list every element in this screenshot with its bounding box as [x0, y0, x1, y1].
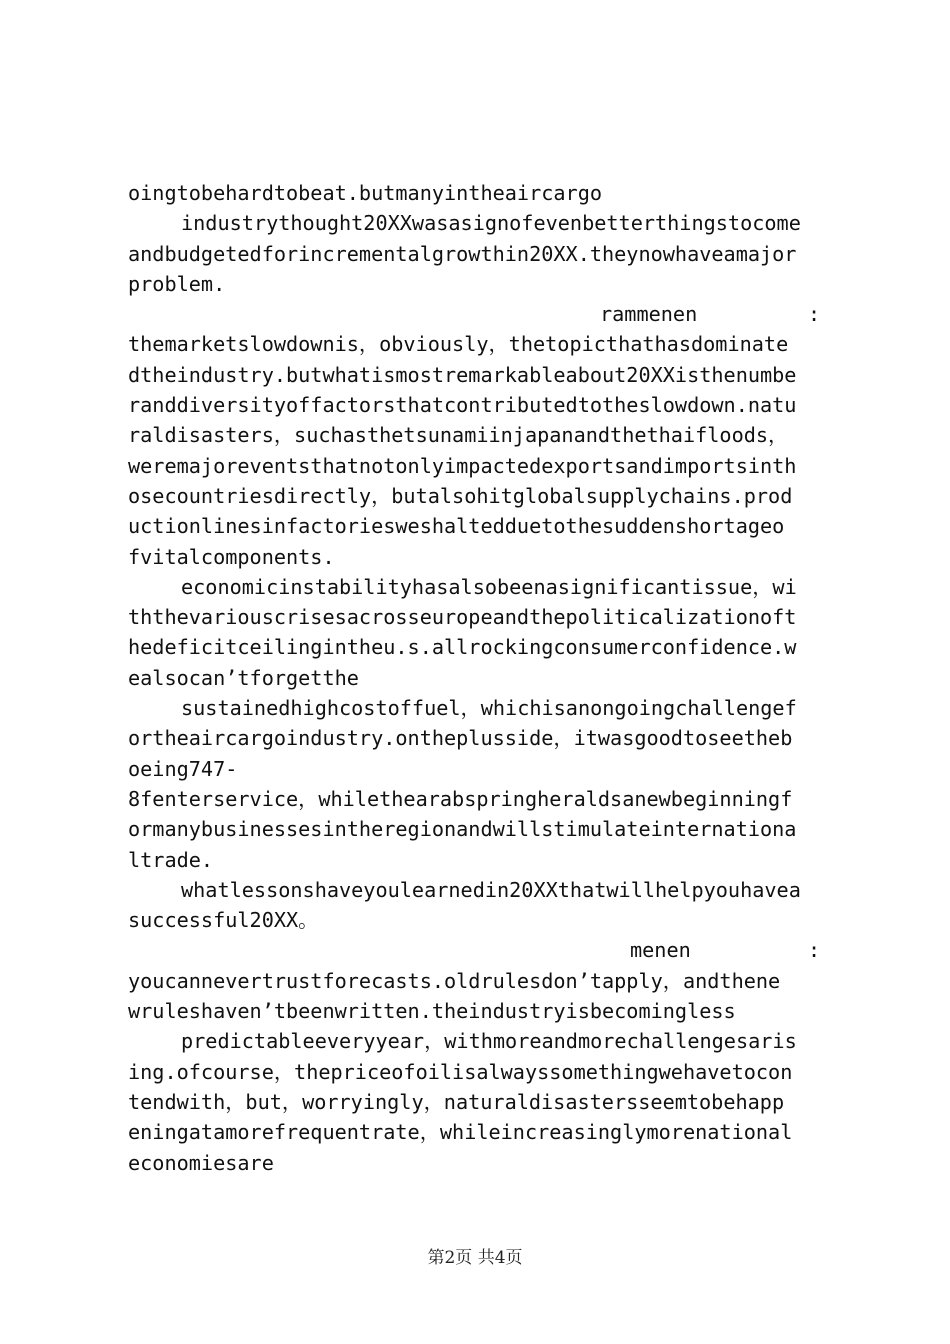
text-line: hedeficitceilingintheu.s.allrockingconsumerconfidence.w	[128, 635, 797, 660]
text-line: andbudgetedforincrementalgrowthin20XX.theynowhaveamajor	[128, 241, 797, 266]
text-line: oingtobehardtobeat.butmanyintheaircargo	[128, 181, 603, 205]
text-line: fvitalcomponents.	[128, 544, 335, 569]
text-line: youcannevertrustforecasts.oldrulesdon’tapply，andthene	[128, 968, 781, 993]
text-line: sustainedhighcostoffuel，whichisanongoingchallengef	[181, 696, 797, 721]
text-line: wruleshaven’tbeenwritten.theindustryisbecomingless	[128, 999, 736, 1024]
text-line: problem.	[128, 271, 226, 296]
text-line: whatlessonshaveyoulearnedin20XXthatwillhelpyouhavea	[181, 877, 801, 902]
text-line: ththevariouscrisesacrosseuropeandthepoliticalizationoft	[128, 605, 797, 630]
paragraph-group-1	[128, 178, 834, 299]
text-line: economicinstabilityhasalsobeenasignificantissue，wi	[181, 574, 797, 599]
text-line: eningatamorefrequentrate，whileincreasinglymorenational	[128, 1120, 793, 1145]
text-line: industrythought20XXwasasignofevenbetterthingstocome	[181, 211, 801, 236]
text-line: ormanybusinessesintheregionandwillstimulateinternationa	[128, 817, 797, 842]
speaker-line-1	[128, 299, 834, 329]
text-line: randdiversityoffactorsthatcontributedtotheslowdown.natu	[128, 393, 797, 418]
text-line: dtheindustry.butwhatismostremarkableabout20XXisthenumbe	[128, 362, 797, 387]
text-line: themarketslowdownis，obviously，thetopicthathasdominate	[128, 332, 789, 357]
text-line: ealsocan’tforgetthe	[128, 665, 359, 690]
page-footer: 第2页 共4页	[427, 1248, 523, 1268]
text-line: osecountriesdirectly，butalsohitglobalsupplychains.prod	[128, 483, 793, 508]
text-line: ltrade.	[128, 847, 214, 872]
text-line: ing.ofcourse，thepriceofoilisalwayssomethingwehavetocon	[128, 1059, 793, 1084]
paragraph-group-2	[128, 329, 834, 935]
text-line: ortheaircargoindustry.ontheplusside，itwasgoodtoseetheb	[128, 726, 793, 751]
speaker-name: rammenen	[600, 302, 698, 327]
text-line: weremajoreventsthatnotonlyimpactedexportsandimportsinth	[128, 453, 797, 478]
paragraph-group-3	[128, 966, 834, 1178]
speaker-line-2	[128, 935, 834, 965]
text-line: successful20XX。	[128, 908, 319, 933]
text-line: uctionlinesinfactoriesweshaltedduetothesuddenshortageo	[128, 514, 785, 539]
text-line: 8fenterservice，whilethearabspringheraldsanewbeginningf	[128, 786, 793, 811]
body-text	[128, 178, 834, 1178]
speaker-colon: :	[808, 938, 821, 963]
text-line: economiesare	[128, 1150, 274, 1175]
text-line: raldisasters，suchasthetsunamiinjapanandthethaifloods，	[128, 423, 789, 448]
text-line: predictableeveryyear，withmoreandmorechallengesaris	[181, 1029, 797, 1054]
speaker-colon: :	[808, 302, 821, 327]
text-line: tendwith，but，worryingly，naturaldisastersseemtobehapp	[128, 1089, 785, 1114]
text-line: oeing747-	[128, 756, 238, 781]
speaker-name: menen	[630, 938, 691, 963]
